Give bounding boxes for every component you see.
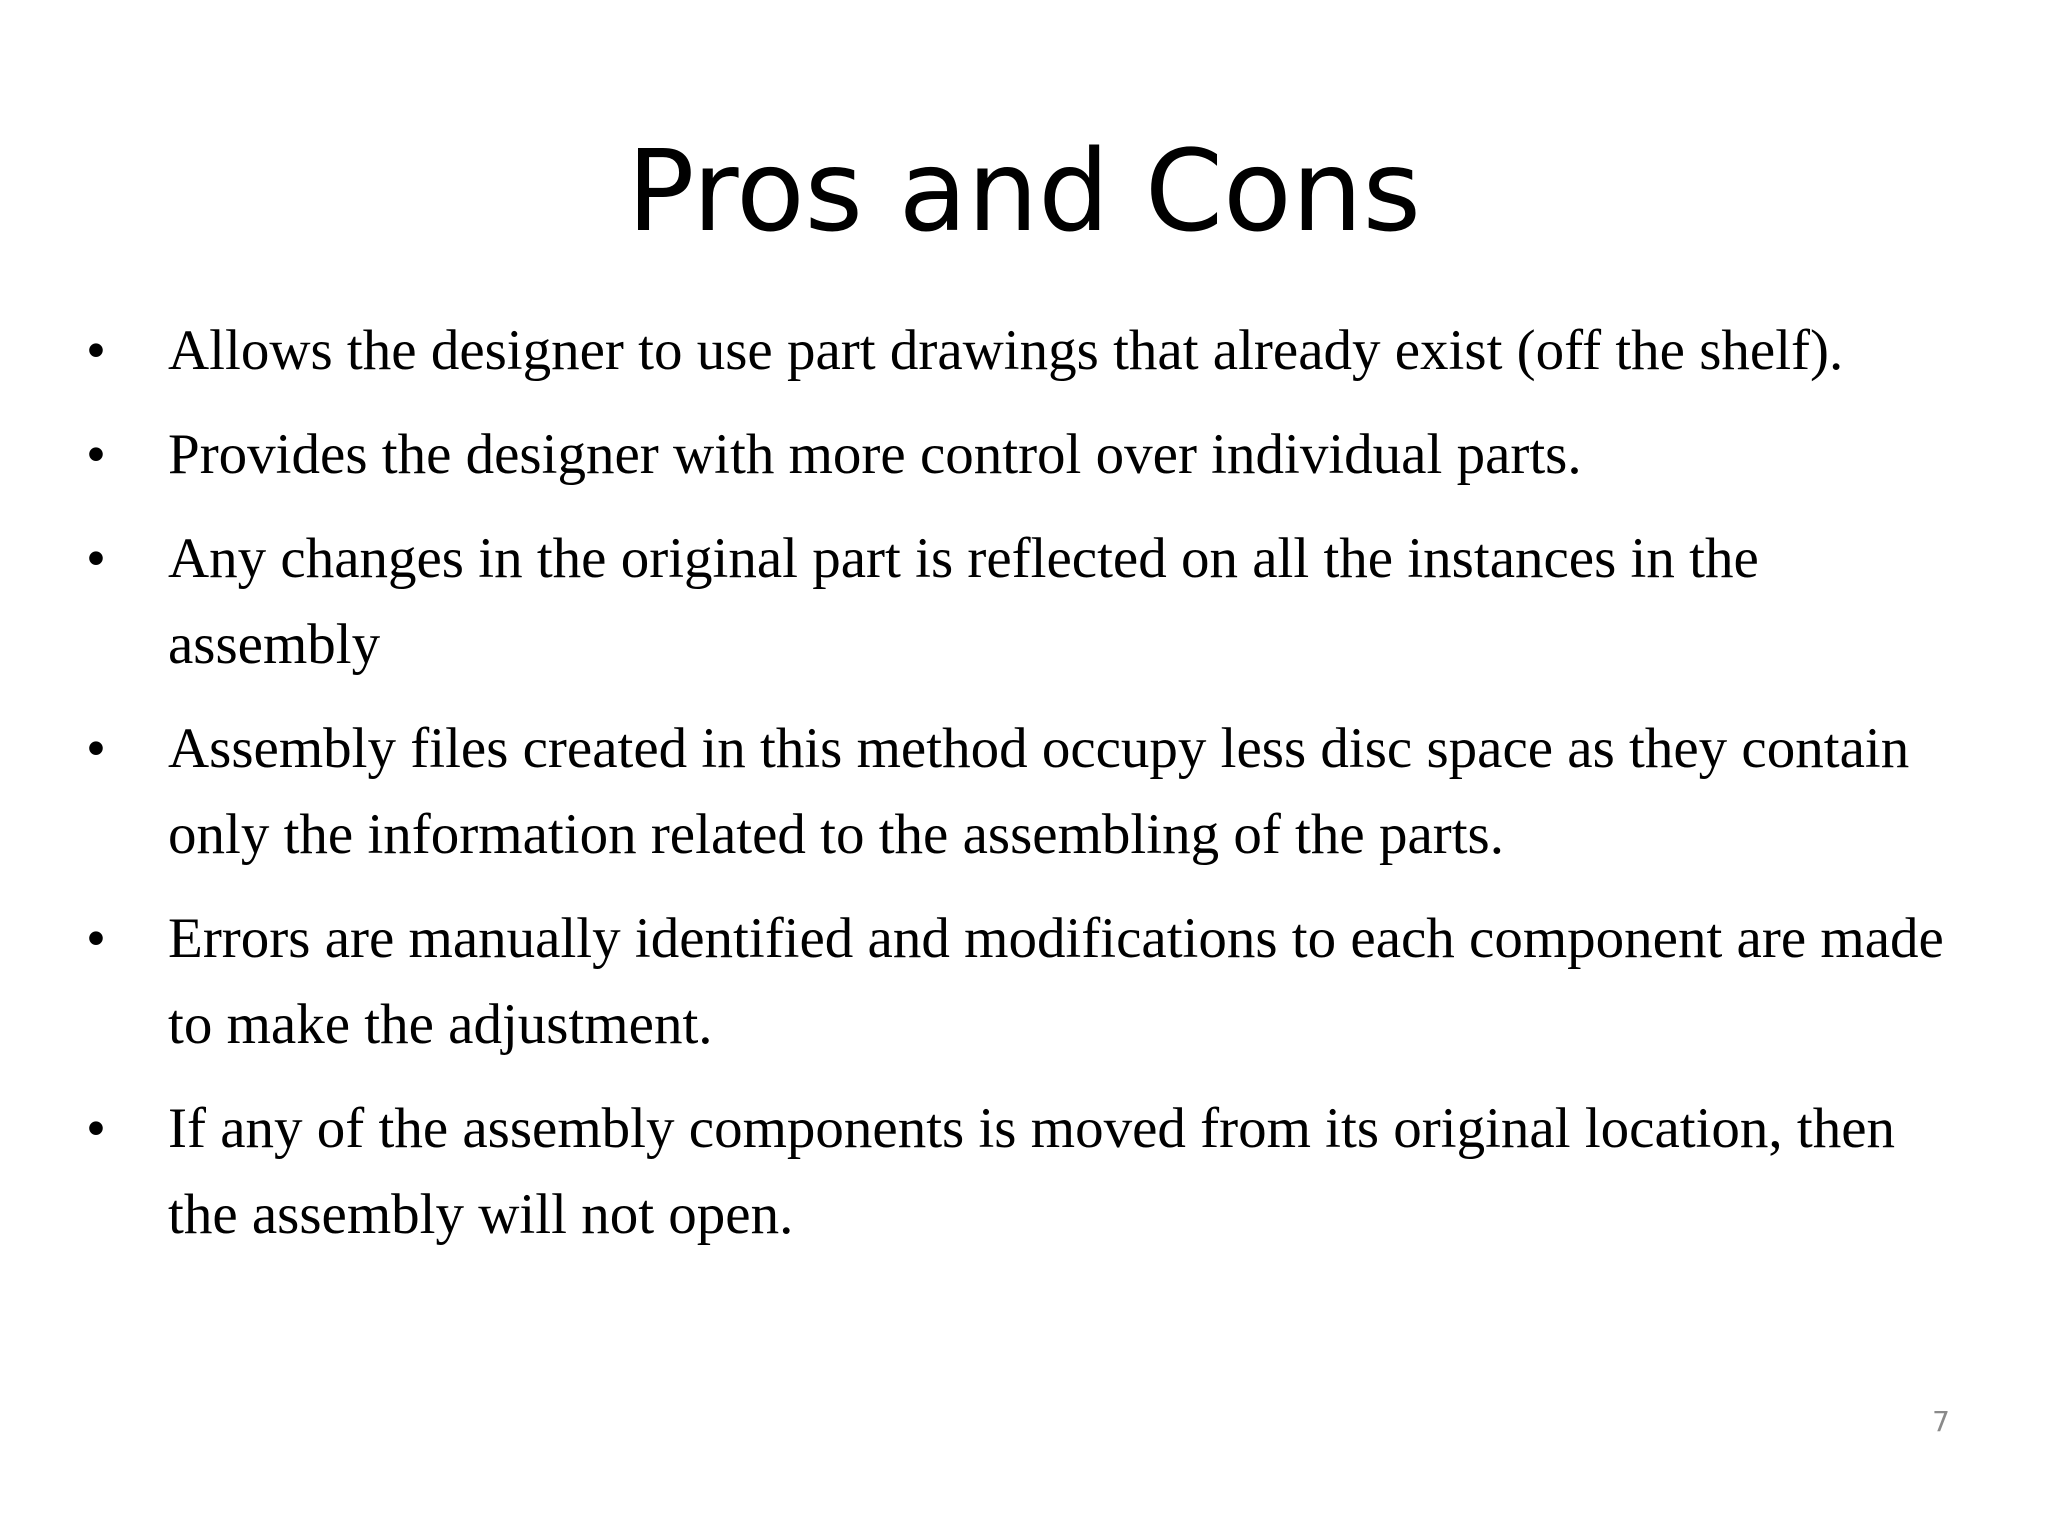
bullet-text: Provides the designer with more control over individual parts. bbox=[168, 423, 1582, 486]
bullet-text: Assembly files created in this method occupy less disc space as they contain only the information related to the assembling of the parts. bbox=[168, 717, 1910, 866]
bullet-text: Allows the designer to use part drawings that already exist (off the shelf). bbox=[168, 319, 1844, 382]
bullet-marker: • bbox=[86, 1097, 106, 1160]
bullet-text: Any changes in the original part is reflected on all the instances in the assembly bbox=[168, 527, 1759, 676]
bullet-marker: • bbox=[86, 319, 106, 382]
bullet-list bbox=[86, 308, 1966, 1276]
bullet-item bbox=[86, 1086, 1966, 1258]
slide-title: Pros and Cons bbox=[626, 127, 1421, 257]
bullet-marker: • bbox=[86, 907, 106, 970]
bullet-item bbox=[86, 896, 1966, 1068]
bullet-item bbox=[86, 412, 1966, 498]
page-number: 7 bbox=[1932, 1405, 1950, 1438]
bullet-marker: • bbox=[86, 527, 106, 590]
bullet-marker: • bbox=[86, 423, 106, 486]
bullet-marker: • bbox=[86, 717, 106, 780]
bullet-item bbox=[86, 308, 1966, 394]
bullet-text: If any of the assembly components is moved from its original location, then the assembly will not open. bbox=[168, 1097, 1896, 1246]
bullet-text: Errors are manually identified and modifications to each component are made to make the adjustment. bbox=[168, 907, 1944, 1056]
bullet-item bbox=[86, 516, 1966, 688]
bullet-item bbox=[86, 706, 1966, 878]
